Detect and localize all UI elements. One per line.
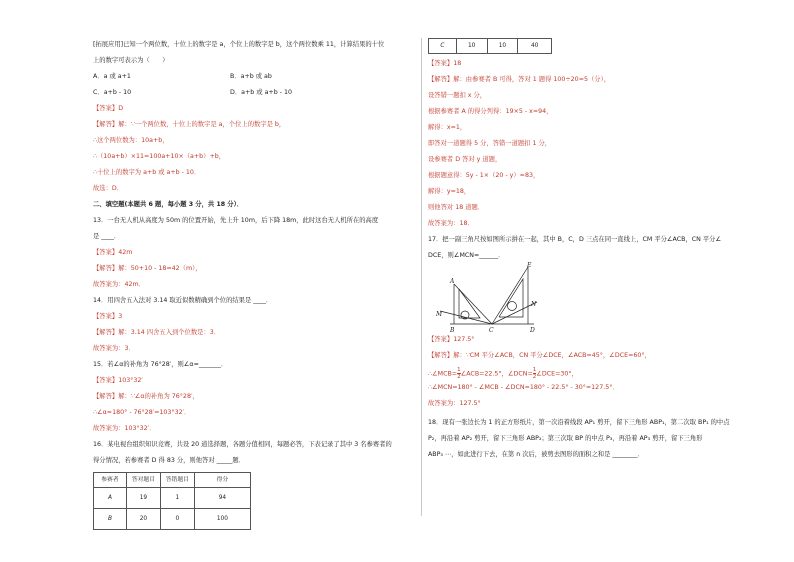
- table-row: [429, 39, 552, 54]
- explanation-line: 设答错一题扣 x 分，: [428, 92, 487, 99]
- explanation-line: ∴∠α=180° - 76°28′=103°32′．: [93, 409, 191, 416]
- explanation-line: 【解答】解：∵∠α的补角为 76°28′，: [93, 393, 199, 400]
- explanation-line: 故答案为：18．: [428, 220, 474, 227]
- question-15: 15．若∠α的补角为 76°28′，则∠α=_______．: [93, 361, 228, 368]
- explanation-line: 解得：y=18，: [428, 188, 471, 195]
- table-header-cell: 得分: [194, 473, 250, 488]
- explanation-line: ∴这个两位数为：10a+b，: [93, 137, 169, 144]
- option-d: D．a+b 或 a+b - 10: [230, 89, 292, 96]
- explanation-line: 【解答】解：由参赛者 B 可得，答对 1 题得 100÷20=5（分），: [428, 76, 611, 83]
- question-18: ABP₃ ⋯，如此进行下去，在第 n 次后，被剪去图形的面积之和是 ________．: [428, 451, 644, 458]
- explanation-line: 根据题意得：5y - 1×（20 - y）=83，: [428, 172, 540, 179]
- option-c: C．a+b - 10: [93, 89, 132, 96]
- table-row: [94, 488, 251, 509]
- explanation-line: 设参赛者 D 答对 y 道题，: [428, 156, 502, 163]
- figure-label: D: [530, 327, 535, 334]
- explanation-line: 即答对一道题得 5 分，答错一道题扣 1 分，: [428, 140, 552, 147]
- fraction-numerator: 1: [532, 367, 537, 373]
- table-cell: 40: [518, 39, 552, 54]
- table-cell: 1: [160, 488, 194, 509]
- table-cell: 10: [487, 39, 518, 54]
- question-13-blank: 是 ____．: [93, 233, 121, 240]
- answer-label: 【答案】18: [428, 60, 462, 67]
- triangle-rulers-figure: [436, 262, 546, 334]
- explanation-line: 故答案为：3．: [93, 345, 135, 352]
- table-cell: C: [429, 39, 457, 54]
- explanation-line: 解得：x=1，: [428, 124, 467, 131]
- explanation-line: 故答案为：42m．: [93, 281, 145, 288]
- explanation-line: ∴十位上的数字为 a+b 或 a+b - 10．: [93, 169, 201, 176]
- figure-label: M: [436, 311, 443, 318]
- explanation-line: 根据参赛者 A 的得分列得：19×5 - x=94，: [428, 108, 553, 115]
- table-cell: 100: [194, 509, 250, 530]
- answer-label: 【答案】42m: [93, 249, 133, 256]
- score-table: [93, 472, 251, 530]
- score-table-continued: [428, 38, 552, 54]
- figure-label: C: [489, 327, 494, 334]
- explanation-line: 【解答】解：3.14 四舍五入到个位数是：3．: [93, 329, 221, 336]
- explanation-line: 【解答】解：50+10 - 18=42（m），: [93, 265, 202, 272]
- option-b: B．a+b 或 ab: [230, 73, 272, 80]
- fraction-numerator: 1: [457, 367, 461, 373]
- fraction-denominator: 2: [532, 374, 537, 380]
- question-16: 得分情况，若参赛者 D 得 83 分，则他答对 _____题．: [93, 457, 245, 464]
- figure-label: N: [531, 301, 537, 308]
- expression-text: ∠DCE=30°，: [536, 370, 578, 378]
- explanation-line: 则他答对 18 道题．: [428, 204, 485, 211]
- table-cell: 0: [160, 509, 194, 530]
- column-divider: [421, 38, 422, 516]
- question-17: DCE，则∠MCN=______．: [428, 252, 505, 259]
- table-header-row: [94, 473, 251, 488]
- explanation-line: 故选：D．: [93, 185, 124, 192]
- figure-label: B: [450, 327, 455, 334]
- question-14: 14．用四舍五入法对 3.14 取近似数精确到个位的结果是 ____．: [93, 297, 273, 304]
- table-cell: 10: [456, 39, 487, 54]
- table-cell: 20: [126, 509, 160, 530]
- explanation-line: 故答案为：127.5°: [428, 400, 481, 407]
- section-heading: 二、填空题(本题共 6 题，每小题 3 分，共 18 分）．: [93, 201, 244, 208]
- answer-label: 【答案】127.5°: [428, 336, 475, 343]
- question-13: 13．一台无人机从高度为 50m 的位置开始，先上升 10m，后下降 18m，此时这台无人机所在的高度: [93, 217, 379, 224]
- table-header-cell: 答错题目: [160, 473, 194, 488]
- explanation-line: ∴（10a+b）×11=100a+10×（a+b）+b，: [93, 153, 226, 160]
- question-stem: 上的数字可表示为（ ）: [93, 57, 169, 64]
- question-18: 18．现有一张边长为 1 的正方形纸片，第一次沿着线段 AP₁ 剪开，留下三角形 ABP₁，第二次取 BP₁ 的中点: [428, 419, 730, 426]
- question-16: 16．某电视台组织知识竞赛，共设 20 道选择题，各题分值相同，每题必答，下表记录了其中 3 名参赛者的: [93, 441, 392, 448]
- table-row: [94, 509, 251, 530]
- explanation-line: 【解答】解：∵一个两位数，十位上的数字是 a，个位上的数字是 b，: [93, 121, 286, 128]
- table-cell: 94: [194, 488, 250, 509]
- expression-text: ∴∠MCB=: [428, 370, 458, 378]
- table-cell: A: [94, 488, 127, 509]
- question-18: P₂，再沿着 AP₂ 剪开，留下三角形 ABP₂；第三次取 BP 的中点 P₃，再沿着 AP₃ 剪开，留下三角形: [428, 435, 703, 442]
- explanation-line: ∴∠MCN=180° - ∠MCB - ∠DCN=180° - 22.5° - 30°=127.5°．: [428, 384, 619, 391]
- option-a: A．a 或 a+1: [93, 73, 131, 80]
- explanation-line: [428, 367, 578, 380]
- explanation-line: 故答案为：103°32′．: [93, 425, 156, 432]
- figure-label: A: [450, 278, 455, 285]
- answer-label: 【答案】3: [93, 313, 123, 320]
- fraction-denominator: 2: [457, 374, 461, 380]
- table-cell: B: [94, 509, 127, 530]
- expression-text: ∠ACB=22.5°，∠DCN=: [460, 370, 533, 378]
- question-stem: [拓展应用]已知一个两位数，十位上的数字是 a，个位上的数字是 b，这个两位数乘 11，计算结果的十位: [93, 41, 385, 48]
- table-header-cell: 参赛者: [94, 473, 127, 488]
- question-17: 17．把一副三角尺按如图所示拼在一起，其中 B，C，D 三点在同一直线上，CM 平分∠ACB，CN 平分∠: [428, 236, 722, 243]
- figure-label: E: [527, 262, 532, 269]
- table-cell: 19: [126, 488, 160, 509]
- table-header-cell: 答对题目: [126, 473, 160, 488]
- answer-label: 【答案】D: [93, 105, 124, 112]
- answer-label: 【答案】103°32′: [93, 377, 143, 384]
- explanation-line: 【解答】解：∵CM 平分∠ACB，CN 平分∠DCE，∠ACB=45°，∠DCE=60°，: [428, 352, 651, 359]
